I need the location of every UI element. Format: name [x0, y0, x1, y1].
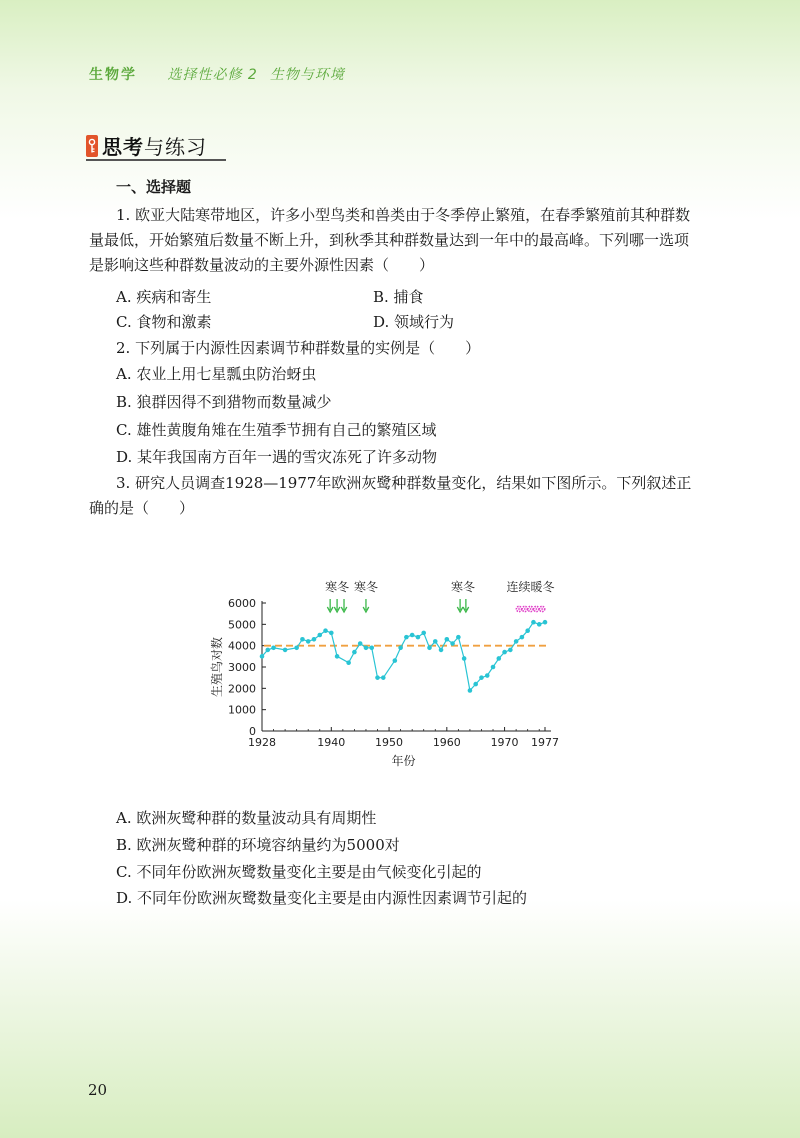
data-point	[312, 637, 317, 642]
running-head	[89, 64, 345, 84]
x-tick-label: 1970	[490, 736, 519, 749]
warm-winter-flower-center	[530, 608, 532, 610]
annotation-label: 寒冬	[450, 580, 475, 594]
data-point	[358, 641, 363, 646]
data-point	[381, 675, 386, 680]
y-tick-label: 2000	[228, 682, 256, 696]
y-tick-label: 1000	[228, 703, 256, 717]
question-3-stem: 3. 研究人员调查1928—1977年欧洲灰鹭种群数量变化，结果如下图所示。下列叙述正确的是（ ）	[89, 474, 692, 517]
data-point	[375, 675, 380, 680]
annotation-label: 寒冬	[353, 580, 378, 594]
warm-winter-flower-center	[535, 608, 537, 610]
q1-option-a: A. 疾病和寄生	[116, 288, 212, 306]
data-point	[364, 646, 369, 651]
warm-winter-flower-center	[518, 608, 520, 610]
data-point	[496, 656, 501, 661]
data-point	[271, 646, 276, 651]
section-title-rest: 与练习	[144, 135, 207, 159]
data-point	[421, 631, 426, 636]
data-point	[410, 633, 415, 638]
q2-option-a: A. 农业上用七星瓢虫防治蚜虫	[116, 365, 317, 383]
y-tick-label: 5000	[228, 618, 256, 632]
warm-winter-flower-center	[524, 608, 526, 610]
data-point	[404, 635, 409, 640]
question-1-stem: 1. 欧亚大陆寒带地区，许多小型鸟类和兽类由于冬季停止繁殖，在春季繁殖前其种群数量最低，开始繁殖后数量不断上升，到秋季其种群数量达到一年中的最高峰。下列哪一选项是影响这些种群数量波动的主要外源性因素（ ）	[89, 206, 691, 274]
heron-population-chart	[200, 576, 580, 776]
population-line	[262, 622, 545, 690]
data-point	[525, 628, 530, 633]
data-point	[479, 675, 484, 680]
data-point	[456, 635, 461, 640]
q3-option-b: B. 欧洲灰鹭种群的环境容纳量约为5000对	[116, 836, 400, 854]
q2-option-b: B. 狼群因得不到猎物而数量减少	[116, 393, 332, 411]
book-volume: 选择性必修 2	[167, 67, 258, 83]
data-point	[393, 658, 398, 663]
data-point	[352, 650, 357, 655]
data-point	[450, 641, 455, 646]
book-topic: 生物与环境	[269, 67, 345, 83]
q1-option-d: D. 领域行为	[373, 313, 455, 331]
question-3	[89, 471, 701, 521]
y-tick-label: 6000	[228, 597, 256, 610]
data-point	[369, 646, 374, 651]
data-point	[445, 637, 450, 642]
data-point	[335, 654, 340, 659]
data-point	[473, 682, 478, 687]
x-tick-label: 1940	[317, 736, 346, 749]
data-point	[468, 688, 473, 693]
data-point	[485, 673, 490, 678]
data-point	[416, 635, 421, 640]
data-point	[508, 648, 513, 653]
question-2	[89, 336, 701, 361]
data-point	[543, 620, 548, 625]
page-number: 20	[88, 1081, 108, 1099]
data-point	[294, 646, 299, 651]
y-tick-label: 0	[249, 725, 256, 738]
q3-option-d: D. 不同年份欧洲灰鹭数量变化主要是由内源性因素调节引起的	[116, 889, 528, 907]
data-point	[265, 648, 270, 653]
x-tick-label: 1928	[248, 736, 276, 749]
data-point	[502, 650, 507, 655]
data-point	[531, 620, 536, 625]
data-point	[439, 648, 444, 653]
data-point	[283, 648, 288, 653]
data-point	[491, 665, 496, 670]
section-title	[102, 131, 207, 160]
x-tick-label: 1977	[531, 736, 559, 749]
data-point	[329, 631, 334, 636]
q3-option-a: A. 欧洲灰鹭种群的数量波动具有周期性	[116, 809, 377, 827]
data-point	[317, 633, 322, 638]
q1-option-c: C. 食物和激素	[116, 313, 212, 331]
section-heading	[86, 131, 207, 160]
key-icon	[86, 135, 98, 157]
y-tick-label: 3000	[228, 661, 256, 674]
annotation-label: 连续暖冬	[506, 580, 555, 594]
question-1	[89, 203, 701, 278]
data-point	[537, 622, 542, 627]
data-point	[300, 637, 305, 642]
data-point	[520, 635, 525, 640]
section-underline	[86, 159, 226, 161]
warm-winter-flower-center	[541, 608, 543, 610]
data-point	[462, 656, 467, 661]
data-point	[398, 646, 403, 651]
subheading-multiple-choice: 一、选择题	[116, 178, 192, 196]
data-point	[346, 660, 351, 665]
x-tick-label: 1960	[432, 736, 461, 749]
section-title-bold: 思考	[102, 135, 144, 159]
data-point	[433, 639, 438, 644]
data-point	[427, 646, 432, 651]
book-title	[167, 67, 344, 83]
y-tick-label: 4000	[228, 639, 256, 653]
q3-option-c: C. 不同年份欧洲灰鹭数量变化主要是由气候变化引起的	[116, 863, 482, 881]
q2-option-d: D. 某年我国南方百年一遇的雪灾冻死了许多动物	[116, 448, 438, 466]
subject-label: 生物学	[89, 67, 137, 83]
data-point	[514, 639, 519, 644]
q1-option-b: B. 捕食	[373, 288, 424, 306]
q2-option-c: C. 雄性黄腹角雉在生殖季节拥有自己的繁殖区域	[116, 421, 437, 439]
data-point	[306, 639, 311, 644]
annotation-label: 寒冬	[325, 580, 350, 594]
x-axis-title: 年份	[391, 754, 416, 768]
y-axis-title: 生殖鸟对数	[210, 636, 224, 698]
data-point	[323, 628, 328, 633]
x-tick-label: 1950	[375, 736, 404, 749]
question-2-stem: 2. 下列属于内源性因素调节种群数量的实例是（ ）	[116, 339, 481, 357]
data-point	[260, 654, 265, 659]
